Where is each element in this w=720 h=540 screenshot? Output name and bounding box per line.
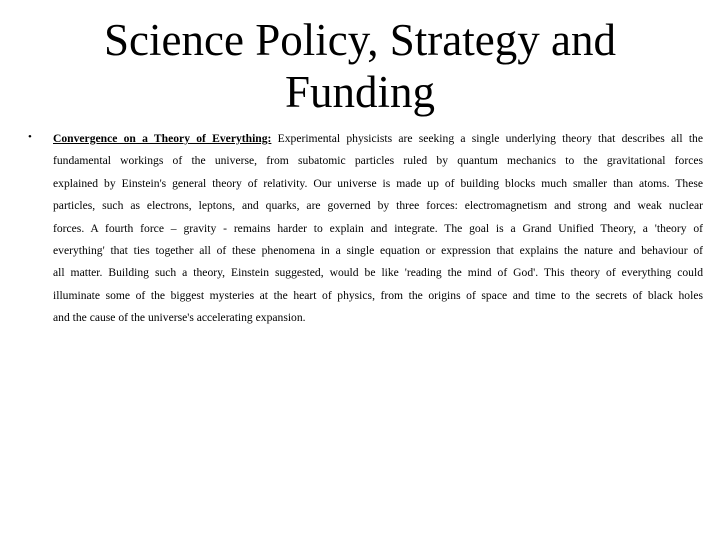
paragraph-line: forces. A fourth force – gravity - remains harder to explain and integrate. The goal is a Grand Unified Theory, a 'theory of [53,221,703,235]
bullet-icon: • [28,131,32,143]
slide-title [0,14,720,118]
paragraph-line: fundamental workings of the universe, from subatomic particles ruled by quantum mechanics to the gravitational forces [53,154,703,168]
bullet-heading: Convergence on a Theory of Everything: [53,132,272,145]
paragraph-line: and the cause of the universe's accelerating expansion. [53,311,306,325]
paragraph-line: all matter. Building such a theory, Einstein suggested, would be like 'reading the mind of God'. This theory of everything could [53,266,703,280]
line-text: Experimental physicists are seeking a single underlying theory that describes all the [277,132,703,145]
paragraph-line: illuminate some of the biggest mysteries at the heart of physics, from the origins of space and time to the secrets of black holes [53,288,703,302]
paragraph-line: particles, such as electrons, leptons, and quarks, are governed by three forces: electromagnetism and strong and weak nuclear [53,199,703,213]
paragraph-line: everything' that ties together all of these phenomena in a single equation or expression that explains the nature and behaviour of [53,243,703,257]
paragraph-line: explained by Einstein's general theory of relativity. Our universe is made up of building blocks much smaller than atoms. These [53,176,703,190]
title-line-2: Funding [284,67,436,117]
bullet-paragraph [53,128,703,330]
paragraph-line [53,128,703,150]
title-line-1: Science Policy, Strategy and [104,15,616,65]
